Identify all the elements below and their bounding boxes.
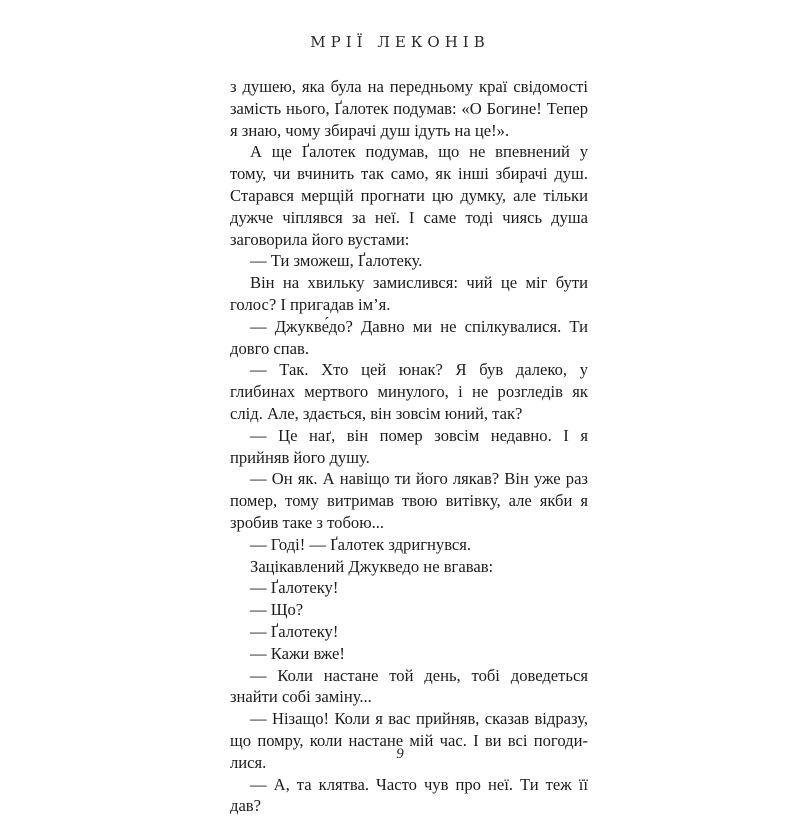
paragraph-3: — Ти зможеш, Ґалотеку.	[230, 250, 588, 272]
paragraph-13: — Ґалотеку!	[230, 621, 588, 643]
paragraph-4: Він на хвильку замислився: чий це міг бути голос? І пригадав ім’я.	[230, 272, 588, 316]
paragraph-2: А ще Ґалотек подумав, що не впевнений у тому, чи вчинить так само, як інші збирачі душ. Старався мерщій прогнати цю думку, але тільки дужче чіплявся за неї. І саме тоді чиясь душа заговорила його вустами:	[230, 141, 588, 250]
body-text	[230, 76, 588, 817]
running-head: МРІЇ ЛЕКОНІВ	[0, 32, 800, 52]
paragraph-17: — А, та клятва. Часто чув про неї. Ти теж її дав?	[230, 774, 588, 817]
paragraph-15: — Коли настане той день, тобі доведеться знайти собі заміну...	[230, 665, 588, 709]
paragraph-7: — Це наґ, він помер зовсім недавно. І я прийняв його душу.	[230, 425, 588, 469]
paragraph-12: — Що?	[230, 599, 588, 621]
paragraph-1: з душею, яка була на передньому краї свідомості замість нього, Ґалотек подумав: «О Богине! Тепер я знаю, чому збирачі душ ідуть на це!».	[230, 76, 588, 141]
paragraph-10: Зацікавлений Джукведо не вгавав:	[230, 556, 588, 578]
paragraph-11: — Ґалотеку!	[230, 577, 588, 599]
paragraph-9: — Годі! — Ґалотек здригнувся.	[230, 534, 588, 556]
paragraph-8: — Он як. А навіщо ти його лякав? Він уже раз помер, тому витримав твою витівку, але якби я зробив таке з тобою...	[230, 468, 588, 533]
paragraph-16: — Нізащо! Коли я вас прийняв, сказав відразу, що помру, коли настане мій час. І ви всі погодилися.	[230, 708, 588, 773]
paragraph-14: — Кажи вже!	[230, 643, 588, 665]
page-number: 9	[0, 744, 800, 764]
paragraph-6: — Так. Хто цей юнак? Я був далеко, у глибинах мертвого минулого, і не розгледів як слід. Але, здається, він зовсім юний, так?	[230, 359, 588, 424]
paragraph-5: — Джукве́до? Давно ми не спілкувалися. Ти довго спав.	[230, 316, 588, 360]
